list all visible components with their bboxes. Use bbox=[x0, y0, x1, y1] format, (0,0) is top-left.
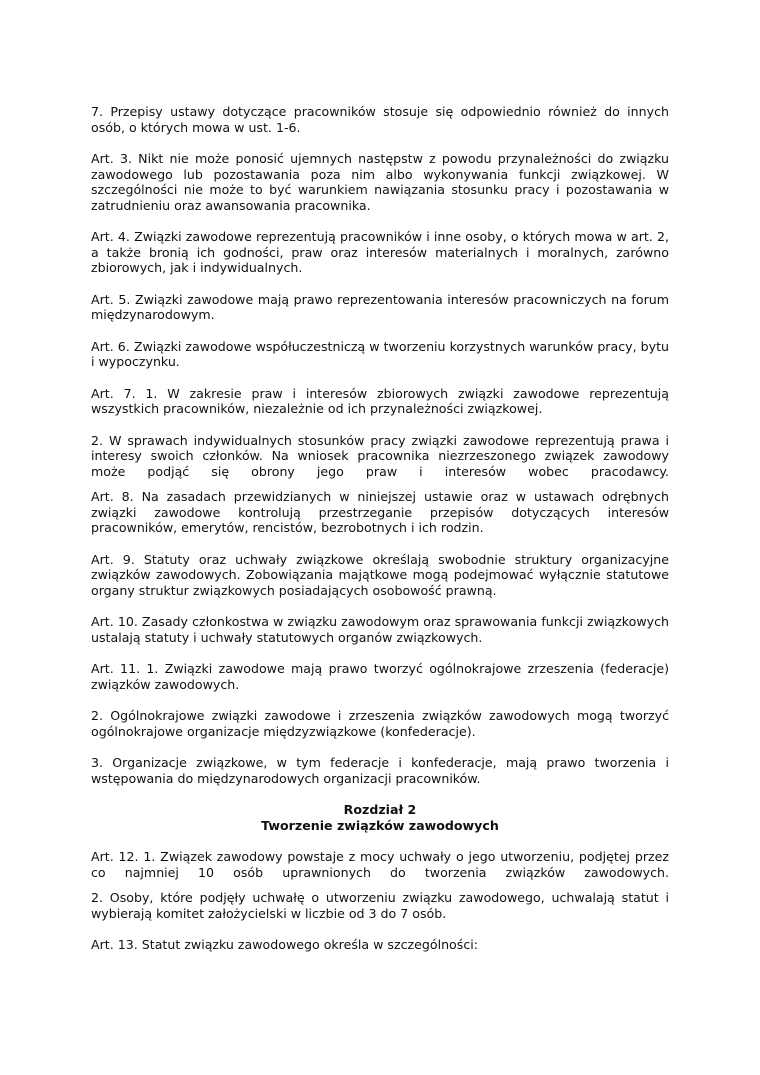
chapter-title: Tworzenie związków zawodowych bbox=[261, 817, 499, 833]
paragraph-art11-ust3: 3. Organizacje związkowe, w tym federacje i konfederacje, mają prawo tworzenia i wstępowania do międzynarodowych organizacji pracowników. bbox=[91, 755, 669, 786]
paragraph-art7-ust2: 2. W sprawach indywidualnych stosunków pracy związki zawodowe reprezentują prawa i interesy swoich członków. Na wniosek pracownika niezrzeszonego związek zawodowy może podjąć się obrony jego praw i interesów wobec pracodawcy. bbox=[91, 432, 669, 479]
chapter-heading bbox=[91, 802, 669, 833]
document-body bbox=[91, 104, 669, 969]
paragraph-art7-ust1: Art. 7. 1. W zakresie praw i interesów zbiorowych związki zawodowe reprezentują wszystkich pracowników, niezależnie od ich przynależności związkowej. bbox=[91, 385, 669, 416]
paragraph-art11-ust1: Art. 11. 1. Związki zawodowe mają prawo tworzyć ogólnokrajowe zrzeszenia (federacje) związków zawodowych. bbox=[91, 661, 669, 692]
paragraph-art13: Art. 13. Statut związku zawodowego określa w szczególności: bbox=[91, 937, 478, 952]
paragraph-art2-ust7: 7. Przepisy ustawy dotyczące pracowników stosuje się odpowiednio również do innych osób, o których mowa w ust. 1-6. bbox=[91, 104, 669, 135]
paragraph-art8: Art. 8. Na zasadach przewidzianych w niniejszej ustawie oraz w ustawach odrębnych związki zawodowe kontrolują przestrzeganie przepisów dotyczących interesów pracowników, emerytów, rencistów, bezrobotnych i ich rodzin. bbox=[91, 489, 669, 535]
paragraph-art6: Art. 6. Związki zawodowe współuczestniczą w tworzeniu korzystnych warunków pracy, bytu i wypoczynku. bbox=[91, 338, 669, 369]
paragraph-art12-ust1: Art. 12. 1. Związek zawodowy powstaje z mocy uchwały o jego utworzeniu, podjętej przez co najmniej 10 osób uprawnionych do tworzenia związków zawodowych. bbox=[91, 849, 669, 880]
paragraph-art12-ust2: 2. Osoby, które podjęły uchwałę o utworzeniu związku zawodowego, uchwalają statut i wybierają komitet założycielski w liczbie od 3 do 7 osób. bbox=[91, 890, 669, 921]
paragraph-art9: Art. 9. Statuty oraz uchwały związkowe określają swobodnie struktury organizacyjne związków zawodowych. Zobowiązania majątkowe mogą podejmować wyłącznie statutowe organy struktur związkowych posiadających osobowość prawną. bbox=[91, 551, 669, 598]
paragraph-art10: Art. 10. Zasady członkostwa w związku zawodowym oraz sprawowania funkcji związkowych ustalają statuty i uchwały statutowych organów związkowych. bbox=[91, 614, 669, 645]
paragraph-art4: Art. 4. Związki zawodowe reprezentują pracowników i inne osoby, o których mowa w art. 2, a także bronią ich godności, praw oraz interesów materialnych i moralnych, zarówno zbiorowych, jak i indywidualnych. bbox=[91, 229, 669, 275]
chapter-number: Rozdział 2 bbox=[343, 802, 417, 817]
paragraph-art5: Art. 5. Związki zawodowe mają prawo reprezentowania interesów pracowniczych na forum międzynarodowym. bbox=[91, 291, 669, 322]
paragraph-art3: Art. 3. Nikt nie może ponosić ujemnych następstw z powodu przynależności do związku zawodowego lub pozostawania poza nim albo wykonywania funkcji związkowej. W szczególności nie może to być warunkiem nawiązania stosunku pracy i pozostawania w zatrudnieniu oraz awansowania pracownika. bbox=[91, 151, 669, 213]
paragraph-art11-ust2: 2. Ogólnokrajowe związki zawodowe i zrzeszenia związków zawodowych mogą tworzyć ogólnokrajowe organizacje międzyzwiązkowe (konfederacje). bbox=[91, 708, 669, 739]
